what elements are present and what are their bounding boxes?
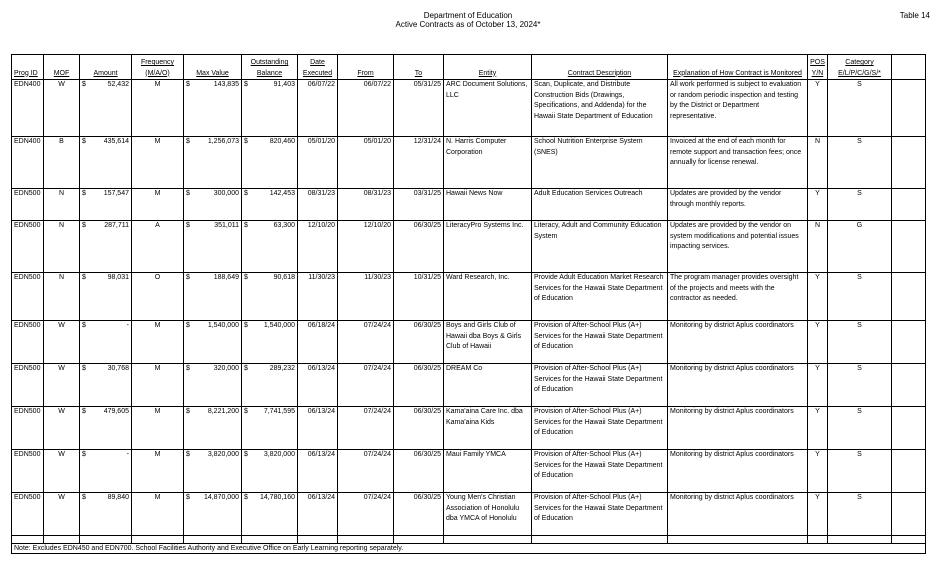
- currency-symbol: $: [244, 408, 248, 415]
- currency-symbol: $: [244, 365, 248, 372]
- date-executed-cell: 06/18/24: [298, 321, 338, 364]
- amount-cell: [80, 407, 132, 450]
- outstanding-cell: [242, 189, 298, 221]
- table-row: [12, 273, 926, 321]
- contracts-table: [11, 54, 926, 554]
- outstanding-cell: [242, 493, 298, 536]
- col-category: Category E/L/P/C/G/S/*: [828, 55, 892, 80]
- amount-cell-value: 157,547: [103, 190, 129, 197]
- currency-symbol: $: [82, 365, 86, 372]
- currency-symbol: $: [82, 81, 86, 88]
- currency-symbol: $: [82, 190, 86, 197]
- pos-cell: Y: [808, 189, 828, 221]
- blank-cell: [892, 493, 926, 536]
- table-row: [12, 493, 926, 536]
- to-cell: 06/30/25: [394, 493, 444, 536]
- max-value-cell-value: 14,870,000: [203, 494, 239, 501]
- currency-symbol: $: [244, 190, 248, 197]
- amount-cell: [80, 189, 132, 221]
- date-executed-cell: 06/13/24: [298, 450, 338, 493]
- outstanding-cell-value: 63,300: [273, 222, 295, 229]
- currency-symbol: $: [186, 408, 190, 415]
- mof-cell: W: [44, 493, 80, 536]
- explanation-cell: Updates are provided by the vendor on system modifications and potential issues impacting services.: [668, 221, 808, 273]
- blank-cell: [892, 189, 926, 221]
- outstanding-cell: [242, 221, 298, 273]
- explanation-cell: The program manager provides oversight of the projects and meets with the contractor as needed.: [668, 273, 808, 321]
- currency-symbol: $: [82, 451, 86, 458]
- amount-cell: [80, 273, 132, 321]
- amount-cell: [80, 450, 132, 493]
- amount-cell-value: 89,840: [107, 494, 129, 501]
- description-cell: Literacy, Adult and Community Education System: [532, 221, 668, 273]
- col-entity: Entity: [444, 55, 532, 80]
- table-row: [12, 407, 926, 450]
- category-cell: S: [828, 273, 892, 321]
- prog-id-cell: EDN400: [12, 137, 44, 189]
- col-prog-id: Prog ID: [12, 55, 44, 80]
- frequency-cell: M: [132, 450, 184, 493]
- amount-cell-value: 30,768: [107, 365, 129, 372]
- to-cell: 10/31/25: [394, 273, 444, 321]
- table-row: [12, 450, 926, 493]
- to-cell: 05/31/25: [394, 80, 444, 137]
- frequency-cell: M: [132, 189, 184, 221]
- amount-cell-value: -: [126, 322, 129, 329]
- currency-symbol: $: [244, 81, 248, 88]
- from-cell: 05/01/20: [338, 137, 394, 189]
- max-value-cell: [184, 221, 242, 273]
- max-value-cell-value: 8,221,200: [207, 408, 239, 415]
- to-cell: 03/31/25: [394, 189, 444, 221]
- description-cell: School Nutrition Enterprise System (SNES): [532, 137, 668, 189]
- col-blank: [892, 55, 926, 80]
- currency-symbol: $: [82, 222, 86, 229]
- prog-id-cell: EDN500: [12, 273, 44, 321]
- mof-cell: W: [44, 450, 80, 493]
- date-executed-cell: 06/07/22: [298, 80, 338, 137]
- currency-symbol: $: [186, 451, 190, 458]
- description-cell: Provision of After-School Plus (A+) Services for the Hawaii State Department of Education: [532, 407, 668, 450]
- col-amount: Amount: [80, 55, 132, 80]
- col-date-executed: Date Executed: [298, 55, 338, 80]
- table-row: [12, 137, 926, 189]
- max-value-cell: [184, 364, 242, 407]
- col-max-value: Max Value: [184, 55, 242, 80]
- entity-cell: Kama'aina Care Inc. dba Kama'aina Kids: [444, 407, 532, 450]
- amount-cell-value: 479,605: [103, 408, 129, 415]
- to-cell: 06/30/25: [394, 450, 444, 493]
- mof-cell: N: [44, 221, 80, 273]
- category-cell: S: [828, 407, 892, 450]
- outstanding-cell-value: 14,780,160: [259, 494, 295, 501]
- from-cell: 06/07/22: [338, 80, 394, 137]
- mof-cell: N: [44, 189, 80, 221]
- mof-cell: W: [44, 80, 80, 137]
- col-from: From: [338, 55, 394, 80]
- to-cell: 06/30/25: [394, 364, 444, 407]
- frequency-cell: O: [132, 273, 184, 321]
- explanation-cell: Monitoring by district Aplus coordinators: [668, 321, 808, 364]
- max-value-cell-value: 300,000: [213, 190, 239, 197]
- prog-id-cell: EDN500: [12, 493, 44, 536]
- outstanding-cell: [242, 137, 298, 189]
- outstanding-cell: [242, 450, 298, 493]
- entity-cell: N. Harris Computer Corporation: [444, 137, 532, 189]
- table-row: [12, 364, 926, 407]
- report-title: Department of Education: [423, 11, 513, 20]
- from-cell: 07/24/24: [338, 493, 394, 536]
- prog-id-cell: EDN500: [12, 407, 44, 450]
- currency-symbol: $: [244, 138, 248, 145]
- currency-symbol: $: [186, 494, 190, 501]
- entity-cell: DREAM Co: [444, 364, 532, 407]
- category-cell: S: [828, 493, 892, 536]
- prog-id-cell: EDN500: [12, 221, 44, 273]
- max-value-cell-value: 188,649: [213, 274, 239, 281]
- table-row: [12, 80, 926, 137]
- currency-symbol: $: [244, 494, 248, 501]
- currency-symbol: $: [186, 81, 190, 88]
- entity-cell: Hawaii News Now: [444, 189, 532, 221]
- col-mof: MOF: [44, 55, 80, 80]
- pos-cell: Y: [808, 321, 828, 364]
- col-explanation: Explanation of How Contract is Monitored: [668, 55, 808, 80]
- amount-cell-value: 98,031: [107, 274, 129, 281]
- frequency-cell: M: [132, 321, 184, 364]
- table-number: Table 14: [899, 11, 930, 20]
- date-executed-cell: 05/01/20: [298, 137, 338, 189]
- amount-cell-value: 52,432: [107, 81, 129, 88]
- header-row: [12, 55, 926, 80]
- category-cell: S: [828, 80, 892, 137]
- outstanding-cell: [242, 273, 298, 321]
- max-value-cell: [184, 407, 242, 450]
- from-cell: 12/10/20: [338, 221, 394, 273]
- entity-cell: ARC Document Solutions, LLC: [444, 80, 532, 137]
- currency-symbol: $: [82, 494, 86, 501]
- pos-cell: Y: [808, 364, 828, 407]
- max-value-cell: [184, 137, 242, 189]
- prog-id-cell: EDN500: [12, 450, 44, 493]
- max-value-cell-value: 1,540,000: [207, 322, 239, 329]
- from-cell: 07/24/24: [338, 364, 394, 407]
- explanation-cell: Monitoring by district Aplus coordinators: [668, 407, 808, 450]
- description-cell: Adult Education Services Outreach: [532, 189, 668, 221]
- max-value-cell: [184, 321, 242, 364]
- from-cell: 11/30/23: [338, 273, 394, 321]
- entity-cell: Young Men's Christian Association of Honolulu dba YMCA of Honolulu: [444, 493, 532, 536]
- to-cell: 12/31/24: [394, 137, 444, 189]
- description-cell: Provision of After-School Plus (A+) Services for the Hawaii State Department of Education: [532, 364, 668, 407]
- date-executed-cell: 06/13/24: [298, 493, 338, 536]
- entity-cell: LiteracyPro Systems Inc.: [444, 221, 532, 273]
- mof-cell: W: [44, 364, 80, 407]
- currency-symbol: $: [186, 138, 190, 145]
- entity-cell: Maui Family YMCA: [444, 450, 532, 493]
- explanation-cell: Monitoring by district Aplus coordinators: [668, 493, 808, 536]
- col-to: To: [394, 55, 444, 80]
- prog-id-cell: EDN500: [12, 321, 44, 364]
- category-cell: S: [828, 189, 892, 221]
- currency-symbol: $: [244, 222, 248, 229]
- amount-cell: [80, 321, 132, 364]
- note-row: [12, 544, 926, 554]
- mof-cell: B: [44, 137, 80, 189]
- blank-cell: [892, 273, 926, 321]
- explanation-cell: Monitoring by district Aplus coordinators: [668, 450, 808, 493]
- explanation-cell: Invoiced at the end of each month for remote support and transaction fees; once annually for license renewal.: [668, 137, 808, 189]
- blank-cell: [892, 450, 926, 493]
- date-executed-cell: 06/13/24: [298, 364, 338, 407]
- mof-cell: W: [44, 407, 80, 450]
- max-value-cell: [184, 450, 242, 493]
- max-value-cell-value: 320,000: [213, 365, 239, 372]
- explanation-cell: All work performed is subject to evaluation or random periodic inspection and testing by the District or Department representative.: [668, 80, 808, 137]
- frequency-cell: M: [132, 137, 184, 189]
- frequency-cell: A: [132, 221, 184, 273]
- description-cell: Provide Adult Education Market Research Services for the Hawaii State Department of Education: [532, 273, 668, 321]
- frequency-cell: M: [132, 364, 184, 407]
- explanation-cell: Updates are provided by the vendor through monthly reports.: [668, 189, 808, 221]
- currency-symbol: $: [82, 322, 86, 329]
- explanation-cell: Monitoring by district Aplus coordinators: [668, 364, 808, 407]
- max-value-cell-value: 143,835: [213, 81, 239, 88]
- outstanding-cell-value: 289,232: [269, 365, 295, 372]
- currency-symbol: $: [244, 451, 248, 458]
- col-description: Contract Description: [532, 55, 668, 80]
- outstanding-cell-value: 820,460: [269, 138, 295, 145]
- spacer-row: [12, 536, 926, 544]
- mof-cell: N: [44, 273, 80, 321]
- from-cell: 08/31/23: [338, 189, 394, 221]
- prog-id-cell: EDN500: [12, 364, 44, 407]
- max-value-cell-value: 351,011: [214, 222, 239, 229]
- from-cell: 07/24/24: [338, 450, 394, 493]
- category-cell: G: [828, 221, 892, 273]
- pos-cell: Y: [808, 450, 828, 493]
- currency-symbol: $: [186, 190, 190, 197]
- currency-symbol: $: [244, 274, 248, 281]
- outstanding-cell-value: 1,540,000: [263, 322, 295, 329]
- description-cell: Scan, Duplicate, and Distribute Construction Bids (Drawings, Specifications, and Addenda) for the Hawaii State Department of Education: [532, 80, 668, 137]
- date-executed-cell: 06/13/24: [298, 407, 338, 450]
- blank-cell: [892, 364, 926, 407]
- description-cell: Provision of After-School Plus (A+) Services for the Hawaii State Department of Education: [532, 450, 668, 493]
- max-value-cell-value: 3,820,000: [207, 451, 239, 458]
- frequency-cell: M: [132, 80, 184, 137]
- entity-cell: Ward Research, Inc.: [444, 273, 532, 321]
- blank-cell: [892, 221, 926, 273]
- currency-symbol: $: [82, 138, 86, 145]
- currency-symbol: $: [186, 274, 190, 281]
- table-row: [12, 221, 926, 273]
- entity-cell: Boys and Girls Club of Hawaii dba Boys & Girls Club of Hawaii: [444, 321, 532, 364]
- table-row: [12, 321, 926, 364]
- amount-cell: [80, 493, 132, 536]
- frequency-cell: M: [132, 407, 184, 450]
- outstanding-cell-value: 91,403: [273, 81, 295, 88]
- amount-cell: [80, 80, 132, 137]
- pos-cell: Y: [808, 493, 828, 536]
- prog-id-cell: EDN500: [12, 189, 44, 221]
- currency-symbol: $: [82, 408, 86, 415]
- amount-cell-value: -: [126, 451, 129, 458]
- date-executed-cell: 11/30/23: [298, 273, 338, 321]
- blank-cell: [892, 80, 926, 137]
- to-cell: 06/30/25: [394, 221, 444, 273]
- outstanding-cell-value: 142,453: [269, 190, 295, 197]
- currency-symbol: $: [186, 222, 190, 229]
- pos-cell: Y: [808, 407, 828, 450]
- max-value-cell: [184, 189, 242, 221]
- outstanding-cell-value: 3,820,000: [263, 451, 295, 458]
- amount-cell: [80, 364, 132, 407]
- prog-id-cell: EDN400: [12, 80, 44, 137]
- blank-cell: [892, 321, 926, 364]
- frequency-cell: M: [132, 493, 184, 536]
- description-cell: Provision of After-School Plus (A+) Services for the Hawaii State Department of Education: [532, 321, 668, 364]
- currency-symbol: $: [244, 322, 248, 329]
- outstanding-cell: [242, 364, 298, 407]
- currency-symbol: $: [186, 365, 190, 372]
- category-cell: S: [828, 321, 892, 364]
- pos-cell: N: [808, 221, 828, 273]
- category-cell: S: [828, 137, 892, 189]
- to-cell: 06/30/25: [394, 321, 444, 364]
- description-cell: Provision of After-School Plus (A+) Services for the Hawaii State Department of Education: [532, 493, 668, 536]
- pos-cell: N: [808, 137, 828, 189]
- outstanding-cell: [242, 407, 298, 450]
- mof-cell: W: [44, 321, 80, 364]
- currency-symbol: $: [186, 322, 190, 329]
- to-cell: 06/30/25: [394, 407, 444, 450]
- outstanding-cell: [242, 321, 298, 364]
- col-outstanding: Outstanding Balance: [242, 55, 298, 80]
- report-subtitle: Active Contracts as of October 13, 2024*: [395, 20, 541, 29]
- pos-cell: Y: [808, 273, 828, 321]
- outstanding-cell-value: 7,741,595: [263, 408, 295, 415]
- date-executed-cell: 08/31/23: [298, 189, 338, 221]
- outstanding-cell: [242, 80, 298, 137]
- currency-symbol: $: [82, 274, 86, 281]
- outstanding-cell-value: 90,618: [273, 274, 295, 281]
- max-value-cell: [184, 493, 242, 536]
- pos-cell: Y: [808, 80, 828, 137]
- max-value-cell-value: 1,256,073: [207, 138, 239, 145]
- table-row: [12, 189, 926, 221]
- max-value-cell: [184, 80, 242, 137]
- col-pos: POS Y/N: [808, 55, 828, 80]
- blank-cell: [892, 137, 926, 189]
- footnote: Note: Excludes EDN450 and EDN700. School Facilities Authority and Executive Office on Early Learning reporting separately.: [12, 544, 926, 554]
- date-executed-cell: 12/10/20: [298, 221, 338, 273]
- amount-cell-value: 435,614: [103, 138, 129, 145]
- amount-cell: [80, 221, 132, 273]
- amount-cell: [80, 137, 132, 189]
- col-frequency: Frequency (M/A/O): [132, 55, 184, 80]
- from-cell: 07/24/24: [338, 407, 394, 450]
- max-value-cell: [184, 273, 242, 321]
- category-cell: S: [828, 364, 892, 407]
- from-cell: 07/24/24: [338, 321, 394, 364]
- amount-cell-value: 287,711: [104, 222, 129, 229]
- category-cell: S: [828, 450, 892, 493]
- blank-cell: [892, 407, 926, 450]
